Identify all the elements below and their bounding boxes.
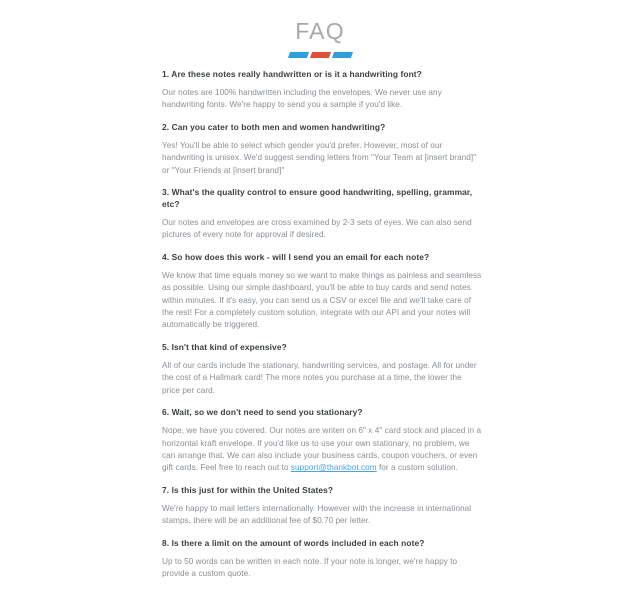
page-header [0,0,640,61]
title-divider [0,49,640,61]
faq-item [162,341,482,397]
faq-item [162,121,482,177]
faq-question: 2. Can you cater to both men and women handwriting? [162,121,386,132]
faq-item [162,186,482,242]
faq-question: 6. Wait, so we don't need to send you stationary? [162,407,363,418]
page-title: FAQ [295,18,345,44]
faq-item [162,406,482,475]
faq-answer: Our notes and envelopes are cross examined by 2-3 sets of eyes. We can also send pictures of every note for approval if desired. [162,218,472,240]
faq-question: 4. So how does this work - will I send you an email for each note? [162,251,430,262]
divider-bar-blue-left [287,52,308,58]
faq-answer: We know that time equals money so we want to make things as painless and seamless as possible. Using our simple dashboard, you'll be able to buy cards and send notes within minutes. If it's easy, you can send us a CSV or excel file and we'll take care of the rest! For a completely custom solution, integrate with our API and your notes will automatically be triggered. [162,270,482,330]
faq-question: 1. Are these notes really handwritten or is it a handwriting font? [162,69,422,79]
faq-answer: All of our cards include the stationary, handwriting services, and postage. All for under the cost of a Hallmark card! The more notes you purchase at a time, the lower the price per card. [162,360,477,395]
faq-item [162,537,482,581]
faq-question: 3. What's the quality control to ensure good handwriting, spelling, grammar, etc? [162,187,473,210]
divider-bar-blue-right [331,52,352,58]
faq-answer: Yes! You'll be able to select which gender you'd prefer. However, most of our handwriting is unisex. We'd suggest sending letters from "Your Team at [insert brand]" or "Your Friends at [insert brand]" [162,140,477,175]
faq-item [162,251,482,332]
divider-bar-red-center [309,52,330,58]
faq-item [162,484,482,528]
faq-item [162,68,482,112]
faq-question: 5. Isn't that kind of expensive? [162,341,287,352]
faq-answer: Up to 50 words can be written in each note. If your note is longer, we're happy to provide a custom quote. [162,556,458,578]
support-email-link[interactable]: support@thankbot.com [290,463,377,473]
faq-answer-with-link [162,425,482,475]
faq-list [162,68,482,589]
faq-answer-text-after-link: for a custom solution. [376,463,458,473]
faq-question: 7. Is this just for within the United States? [162,484,334,495]
faq-answer: We're happy to mail letters internationally. However with the increase in international stamps, there will be an additional fee of $0.70 per letter. [162,503,472,526]
faq-question: 8. Is there a limit on the amount of words included in each note? [162,537,425,548]
faq-answer-text-before-link: Nope, we have you covered. Our notes are writen on 6" x 4" card stock and placed in a horizontal kraft envelope. If you'd like us to use your own stationary, no problem, we can arrange that. We can also include your business cards, coupon vouchers, or even gift cards. Feel free to reach out to [162,426,482,473]
faq-answer: Our notes are 100% handwritten including the envelopes. We never use any handwriting fonts. We're happy to send you a sample if you'd like. [162,88,442,110]
